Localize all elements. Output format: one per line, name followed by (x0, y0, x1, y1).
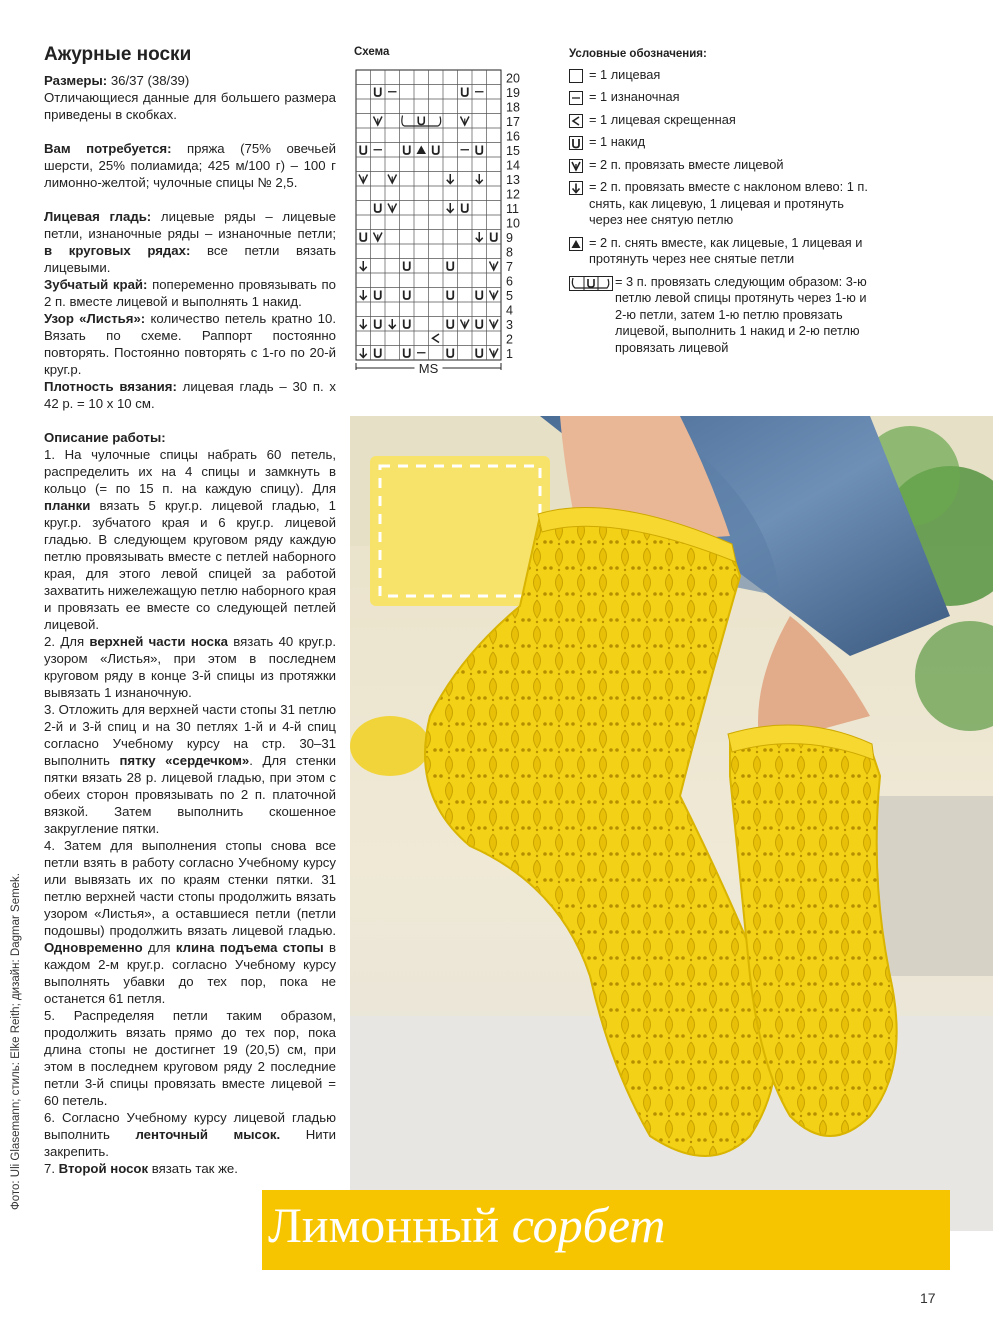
picot-value: попеременно провязывать по 2 п. вместе лицевой и выполнять 1 накид. (44, 277, 336, 309)
materials-value: пряжа (75% овечьей шерсти, 25% полиамида; 425 м/100 г) – 100 г лимонно-желтой; чулочные спицы № 2,5. (44, 141, 336, 190)
pattern-value: количество петель кратно 10. Вязать по схеме. Раппорт постоянно повторять. Постоянно повторять с 1-го по 20-й круг.р. (44, 311, 336, 377)
row-number: 5 (506, 289, 513, 303)
legend-item-yo (569, 134, 879, 151)
step-text: 4. Затем для выполнения стопы снова все петли взять в работу согласно Учебному курсу или вывязать их по краям стенки пятки. 31 петлю верхней части стопы продолжить вязать узором «Листья», а оставшиеся петли (петли подошвы) продолжить вязать лицевой гладью. (44, 838, 336, 938)
step-text: в каждом 2-м круг.р. согласно Учебному курсу выполнять убавки до тех пор, пока не останется 61 петля. (44, 940, 337, 1006)
gauge-label: Плотность вязания: (44, 379, 177, 394)
step-text: вязать 40 круг.р. узором «Листья», при этом в последнем круговом ряду в конце 3-й спицы из протяжки вывязать 1 изнаночную. (44, 634, 336, 700)
chart-title: Схема (354, 46, 390, 58)
instructions-title: Описание работы: (44, 430, 166, 445)
row-number: 1 (506, 347, 513, 361)
row-number: 13 (506, 173, 520, 187)
sizes-label: Размеры: (44, 73, 108, 88)
sizes-value: 36/37 (38/39) (107, 73, 190, 88)
step-text: вязать так же. (148, 1161, 238, 1176)
row-number: 4 (506, 303, 513, 318)
page-number: 17 (920, 1290, 936, 1306)
step-1 (44, 446, 336, 633)
picot-line (44, 276, 336, 310)
step-text: 7. (44, 1161, 59, 1176)
row-number: 16 (506, 129, 520, 144)
step-5: 5. Распределяя петли таким образом, продолжить вязать прямо до тех пор, пока длина стопы не достигнет 19 (20,5) см, при этом в последнем круговом ряду 2 последние петли 3-й спицы провязать вместе лицевой = 60 петель. (44, 1008, 336, 1108)
cdd-symbol-icon (569, 235, 589, 268)
step-text: 6. Согласно Учебному курсу лицевой гладью выполнить (44, 1110, 336, 1142)
sizes-note: Отличающиеся данные для большего размера приведены в скобках. (44, 90, 336, 122)
step-text: Нити закрепить. (44, 1127, 336, 1159)
step-text: 3. Отложить для верхней части стопы 31 петлю 2-й и 3-й спиц и на 30 петлях 1-й и 4-й спиц согласно Учебному курсу на стр. 30–31 выполнить (44, 702, 336, 768)
legend-title: Условные обозначения: (569, 48, 707, 60)
row-number: 11 (506, 202, 519, 216)
legend-item-k2tog (569, 157, 879, 174)
repeat-label: MS (418, 361, 439, 376)
row-number: 12 (506, 187, 520, 202)
legend-item-knit (569, 67, 879, 84)
row-number: 18 (506, 100, 520, 115)
legend-text: = 2 п. снять вместе, как лицевые, 1 лицевая и протянуть через нее снятые петли (589, 234, 863, 266)
step-bold: Второй носок (58, 1161, 149, 1176)
purl-symbol-icon (569, 89, 589, 106)
legend-text: = 1 накид (589, 134, 646, 149)
picot-label: Зубчатый край: (44, 277, 148, 292)
legend-item-3st (569, 274, 879, 357)
instructions-column (44, 46, 336, 1177)
step-2 (44, 633, 336, 701)
photo-illustration (350, 416, 993, 1231)
step-bold: ленточный мысок. (135, 1127, 281, 1142)
knitting-chart (354, 46, 534, 386)
row-number: 15 (506, 144, 520, 158)
photo-credit: Фото: Uli Glasemann; стиль: Elke Reith; дизайн: Dagmar Semek. (10, 872, 22, 1210)
instructions-heading (44, 429, 336, 446)
pattern-label: Узор «Листья»: (44, 311, 146, 326)
row-number: 8 (506, 245, 513, 260)
row-number: 9 (506, 231, 513, 245)
round-value: все петли вязать лицевыми. (44, 243, 336, 275)
gauge-value: лицевая гладь – 30 п. х 42 р. = 10 х 10 см. (44, 379, 337, 411)
socks-photo (350, 416, 993, 1231)
legend-item-purl (569, 89, 879, 106)
banner-title (268, 1196, 665, 1254)
step-7 (44, 1160, 336, 1177)
ssk-symbol-icon (569, 179, 589, 229)
legend-text: = 1 изнаночная (589, 89, 680, 104)
legend-text: = 2 п. провязать вместе лицевой (589, 156, 784, 172)
legend-item-cdd (569, 235, 879, 268)
chart-legend (569, 46, 879, 362)
legend-text: = 1 лицевая (589, 66, 661, 82)
twisted-knit-symbol-icon (569, 112, 589, 129)
gauge-line (44, 378, 336, 412)
legend-text: = 1 лицевая скрещенная (589, 111, 736, 127)
step-text: . Для стенки пятки вязать 28 р. лицевой гладью, при этом с обеих сторон провязывать по 2 п. платочной вязкой. Затем выполнить скошенное закругление пятки. (44, 753, 336, 836)
step-bold: Одновременно (44, 940, 143, 955)
row-number: 2 (506, 332, 513, 347)
sizes-line (44, 72, 336, 89)
round-label: в круговых рядах: (44, 243, 191, 258)
step-bold: верхней части носка (89, 634, 228, 649)
row-number: 20 (506, 71, 520, 86)
row-number: 6 (506, 274, 513, 289)
legend-item-twisted (569, 112, 879, 129)
step-6 (44, 1109, 336, 1160)
materials-label: Вам потребуется: (44, 141, 172, 156)
row-number: 10 (506, 216, 520, 231)
three-stitch-symbol-icon (569, 274, 615, 357)
step-text: для (142, 940, 176, 955)
row-number: 7 (506, 260, 513, 274)
stockinette-label: Лицевая гладь: (44, 209, 152, 224)
knit-symbol-icon (569, 67, 589, 84)
pattern-line (44, 310, 336, 378)
k2tog-symbol-icon (569, 157, 589, 174)
stockinette-line (44, 208, 336, 276)
materials-line (44, 140, 336, 191)
row-number: 3 (506, 318, 513, 332)
row-number: 19 (506, 86, 520, 100)
legend-text: = 3 п. провязать следующим образом: 3-ю петлю левой спицы протянуть через 1-ю и 2-ю петли, затем 1-ю петлю провязать лицевой, выполнить 1 накид и 2-ю петлю провязать лицевой (615, 273, 867, 355)
row-number: 14 (506, 158, 520, 173)
chart-grid (354, 46, 534, 386)
row-number: 17 (506, 115, 520, 129)
stockinette-value: лицевые ряды – лицевые петли, изнаночные ряды – изнаночные петли; (44, 209, 336, 241)
banner-word-1: Лимонный (268, 1197, 512, 1253)
step-4 (44, 837, 336, 1007)
step-text: 2. Для (44, 634, 90, 649)
step-text: 1. На чулочные спицы набрать 60 петель, распределить их на 4 спицы и замкнуть в кольцо (= по 15 п. на каждую спицу). Для (44, 447, 336, 496)
page-title: Ажурные носки (44, 44, 192, 65)
legend-text: = 2 п. провязать вместе с наклоном влево: 1 п. снять, как лицевую, 1 лицевая и протянуть через нее снятую петлю (589, 179, 868, 227)
step-3 (44, 701, 336, 837)
step-bold: планки (44, 498, 91, 513)
step-bold: пятку «сердечком» (119, 753, 250, 768)
step-bold: клина подъема стопы (175, 940, 324, 955)
step-text: вязать 5 круг.р. лицевой гладью, 1 круг.р. зубчатого края и 6 круг.р. лицевой гладью. В следующем круговом ряду каждую петлю провязывать вместе с петлей наборного края, для этого левой спицей за работой захватить нижележащую петлю наборного края и провязать ее вместе со следующей петлей лицевой. (44, 498, 336, 632)
legend-item-ssk (569, 179, 879, 229)
yarn-over-symbol-icon (569, 134, 589, 151)
banner-word-2: сорбет (511, 1197, 666, 1253)
